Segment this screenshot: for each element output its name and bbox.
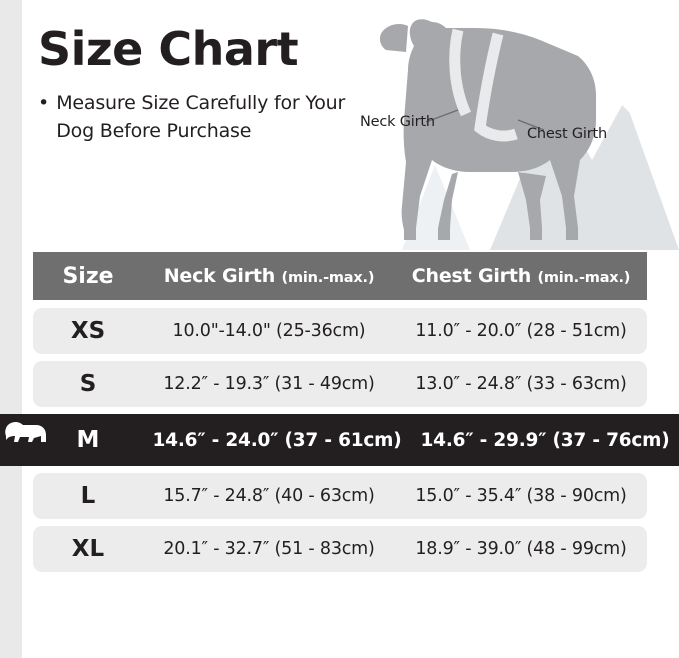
column-header-neck-text: Neck Girth (163, 265, 276, 287)
row-size: S (79, 371, 97, 397)
row-size: L (80, 483, 96, 509)
row-chest: 18.9″ - 39.0″ (48 - 99cm) (415, 539, 627, 559)
chest-girth-label: Chest Girth (527, 126, 607, 142)
column-header-chest-text: Chest Girth (411, 265, 532, 287)
row-neck: 14.6″ - 24.0″ (37 - 61cm) (152, 429, 402, 451)
row-size: M (76, 427, 100, 453)
table-header-row (33, 252, 647, 300)
table-row (33, 361, 647, 407)
page-title: Size Chart (38, 22, 299, 76)
instruction-bullet (38, 90, 368, 145)
row-neck: 20.1″ - 32.7″ (51 - 83cm) (163, 539, 375, 559)
row-neck: 12.2″ - 19.3″ (31 - 49cm) (163, 374, 375, 394)
table-row-highlighted (0, 414, 679, 466)
column-header-chest (395, 265, 647, 287)
row-neck: 15.7″ - 24.8″ (40 - 63cm) (163, 486, 375, 506)
row-chest: 15.0″ - 35.4″ (38 - 90cm) (415, 486, 627, 506)
column-header-neck (143, 265, 395, 287)
table-row (33, 526, 647, 572)
row-chest: 11.0″ - 20.0″ (28 - 51cm) (415, 321, 627, 341)
left-edge-bar (0, 0, 22, 658)
column-header-size: Size (62, 263, 114, 289)
header (38, 22, 368, 145)
row-neck: 10.0"-14.0" (25-36cm) (172, 321, 366, 341)
bullet-dot-icon: • (38, 92, 50, 114)
row-size: XS (70, 318, 106, 344)
row-size: XL (71, 536, 105, 562)
column-header-chest-unit: (min.-max.) (537, 270, 631, 286)
neck-girth-label: Neck Girth (360, 114, 435, 130)
row-chest: 14.6″ - 29.9″ (37 - 76cm) (420, 429, 670, 451)
table-row (33, 473, 647, 519)
column-header-neck-unit: (min.-max.) (281, 270, 375, 286)
table-row (33, 308, 647, 354)
dog-badge-icon (2, 418, 48, 448)
size-chart-table (33, 252, 670, 579)
instruction-text: Measure Size Carefully for Your Dog Before Purchase (56, 92, 346, 142)
row-chest: 13.0″ - 24.8″ (33 - 63cm) (415, 374, 627, 394)
